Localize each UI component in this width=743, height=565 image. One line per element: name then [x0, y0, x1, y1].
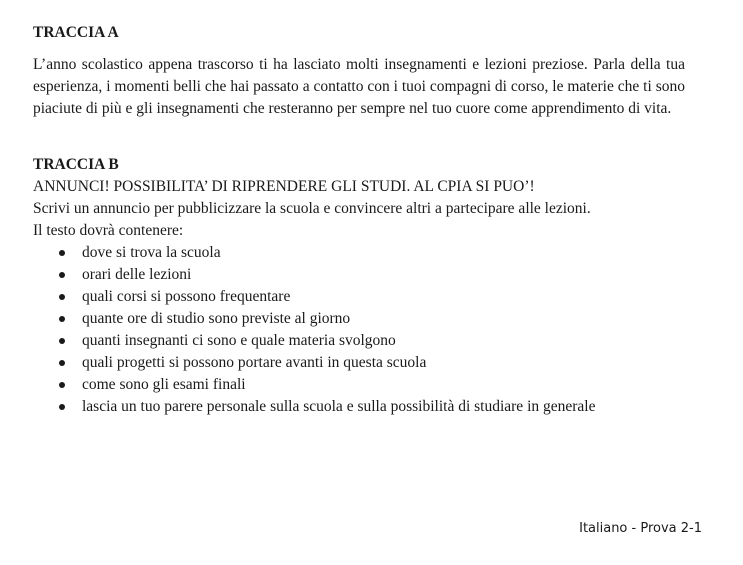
bullet-icon [59, 316, 65, 322]
list-item-text: lascia un tuo parere personale sulla scuola e sulla possibilità di studiare in generale [82, 398, 596, 415]
bullet-icon [59, 250, 65, 256]
traccia-a-heading: TRACCIA A [33, 24, 119, 41]
requirements-list [33, 242, 685, 418]
list-item [33, 264, 685, 286]
list-item [33, 308, 685, 330]
bullet-icon [59, 338, 65, 344]
list-item [33, 330, 685, 352]
traccia-b-instruction: Scrivi un annuncio per pubblicizzare la scuola e convincere altri a partecipare alle lezioni. [33, 200, 591, 217]
list-item-text: quali progetti si possono portare avanti in questa scuola [82, 354, 427, 371]
traccia-b-heading: TRACCIA B [33, 156, 119, 173]
bullet-icon [59, 272, 65, 278]
list-item [33, 352, 685, 374]
list-item-text: quali corsi si possono frequentare [82, 288, 291, 305]
list-item-text: come sono gli esami finali [82, 376, 246, 393]
traccia-b-subtitle: ANNUNCI! POSSIBILITA’ DI RIPRENDERE GLI STUDI. AL CPIA SI PUO’! [33, 178, 535, 195]
bullet-icon [59, 360, 65, 366]
list-item-text: orari delle lezioni [82, 266, 192, 283]
list-item [33, 286, 685, 308]
traccia-a-body: L’anno scolastico appena trascorso ti ha lasciato molti insegnamenti e lezioni preziose. Parla della tua esperienza, i momenti belli che hai passato a contatto con i tuoi compagni di corso, le materie che ti sono piaciute di più e gli insegnamenti che resteranno per sempre nel tuo cuore come apprendimento di vita. [33, 56, 685, 117]
list-item [33, 374, 685, 396]
list-item [33, 242, 685, 264]
document-page [33, 22, 685, 418]
list-item-text: dove si trova la scuola [82, 244, 221, 261]
traccia-b-list-intro: Il testo dovrà contenere: [33, 222, 184, 239]
bullet-icon [59, 382, 65, 388]
traccia-b-section [33, 154, 685, 418]
list-item [33, 396, 685, 418]
page-footer: Italiano - Prova 2-1 [579, 521, 702, 536]
traccia-a-section [33, 22, 685, 120]
list-item-text: quante ore di studio sono previste al giorno [82, 310, 351, 327]
bullet-icon [59, 294, 65, 300]
list-item-text: quanti insegnanti ci sono e quale materia svolgono [82, 332, 396, 349]
bullet-icon [59, 404, 65, 410]
